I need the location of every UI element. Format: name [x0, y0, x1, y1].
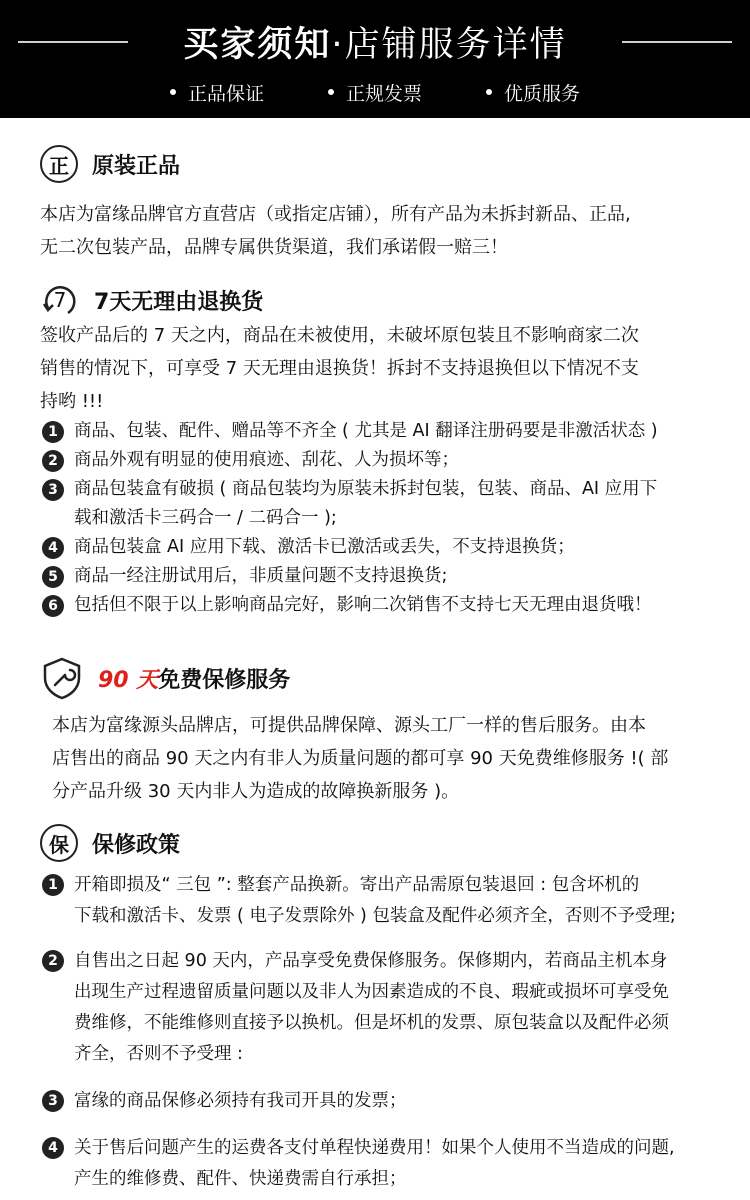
header-tags	[0, 78, 750, 106]
genuine-badge-icon: 正	[40, 145, 78, 183]
section-return-text	[40, 319, 730, 418]
number-badge-icon: 6	[42, 595, 64, 617]
section-warranty-text	[52, 709, 732, 808]
title-separator: ·	[331, 25, 345, 65]
number-badge-icon: 3	[42, 479, 64, 501]
list-item: 3 富缘的商品保修必须持有我司开具的发票；	[42, 1086, 742, 1117]
list-item: 2 商品外观有明显的使用痕迹、刮花、人为损坏等；	[42, 446, 742, 475]
list-item: 1 开箱即损及“ 三包 ”: 整套产品换新。寄出产品需原包装退回 : 包含坏机的 下载和激活卡、发票 ( 电子发票除外 ) 包装盒及配件必须齐全，否则不予受理;	[42, 870, 742, 932]
bullet-dot-icon	[328, 89, 334, 95]
section-policy-heading	[40, 824, 180, 862]
list-item: 5 商品一经注册试用后，非质量问题不支持退换货;	[42, 562, 742, 591]
tag-item	[486, 78, 580, 106]
text-line: 持哟 !!!	[40, 391, 104, 412]
section-title: 7天无理由退换货	[94, 289, 264, 315]
text-line: 签收产品后的 7 天之内，商品在未被使用，未破坏原包装且不影响商家二次	[40, 325, 639, 346]
warranty-badge-icon: 保	[40, 824, 78, 862]
page-title	[183, 17, 566, 67]
section-genuine-heading	[40, 145, 180, 183]
tag-label: 正品保证	[187, 82, 264, 105]
shield-wrench-icon	[40, 656, 84, 700]
number-badge-icon: 2	[42, 950, 64, 972]
seven-day-return-icon	[40, 280, 80, 320]
text-line: 本店为富缘品牌官方直营店（或指定店铺），所有产品为未拆封新品、正品,	[40, 204, 631, 225]
tag-item	[328, 78, 422, 106]
list-item: 1 商品、包装、配件、赠品等不齐全 ( 尤其是 AI 翻译注册码要是非激活状态 )	[42, 417, 742, 446]
highlight-90-days: 90 天	[98, 667, 159, 693]
tag-label: 正规发票	[345, 82, 422, 105]
list-item: 6 包括但不限于以上影响商品完好，影响二次销售不支持七天无理由退货哦！	[42, 591, 742, 620]
number-badge-icon: 2	[42, 450, 64, 472]
bullet-dot-icon	[486, 89, 492, 95]
bullet-dot-icon	[170, 89, 176, 95]
number-badge-icon: 5	[42, 566, 64, 588]
list-item: 4 关于售后问题产生的运费各支付单程快递费用！如果个人使用不当造成的问题, 产生的维修费、配件、快递费需自行承担；	[42, 1133, 742, 1195]
list-item: 4 商品包装盒 AI 应用下载、激活卡已激活或丢失，不支持退换货；	[42, 533, 742, 562]
number-badge-icon: 1	[42, 874, 64, 896]
list-item: 3 商品包装盒有破损 ( 商品包装均为原装未拆封包装，包装、商品、AI 应用下 载和激活卡三码合一 / 二码合一 );	[42, 475, 742, 533]
title-sub: 店铺服务详情	[344, 25, 567, 65]
number-badge-icon: 1	[42, 421, 64, 443]
number-badge-icon: 4	[42, 537, 64, 559]
text-line: 无二次包装产品，品牌专属供货渠道，我们承诺假一赔三！	[40, 237, 508, 258]
number-badge-icon: 3	[42, 1090, 64, 1112]
section-title: 保修政策	[92, 832, 181, 858]
policy-list	[42, 870, 742, 1195]
section-genuine-text	[40, 198, 730, 264]
title-main: 买家须知	[183, 25, 332, 65]
section-title: 90 天免费保修服务	[98, 667, 291, 693]
text-line: 分产品升级 30 天内非人为造成的故障换新服务 )。	[52, 781, 460, 802]
text-line: 本店为富缘源头品牌店，可提供品牌保障、源头工厂一样的售后服务。由本	[52, 715, 646, 736]
section-warranty-heading	[40, 656, 290, 700]
list-item: 2 自售出之日起 90 天内，产品享受免费保修服务。保修期内，若商品主机本身 出现生产过程遗留质量问题以及非人为因素造成的不良、瑕疵或损坏可享受免 费维修，不能维修则直接予以换机。但是坏机的发票、原包装盒以及配件必须 齐全，否则不予受理 :	[42, 946, 742, 1070]
return-exceptions-list	[42, 417, 742, 620]
tag-item	[170, 78, 264, 106]
header-banner	[0, 0, 750, 118]
text-line: 销售的情况下，可享受 7 天无理由退换货！拆封不支持退换但以下情况不支	[40, 358, 639, 379]
number-badge-icon: 4	[42, 1137, 64, 1159]
tag-label: 优质服务	[504, 82, 581, 105]
text-line: 店售出的商品 90 天之内有非人为质量问题的都可享 90 天免费维修服务 !( 部	[52, 748, 669, 769]
section-title: 原装正品	[92, 153, 181, 179]
section-return-heading	[40, 280, 263, 320]
svg-text:7: 7	[53, 288, 67, 312]
